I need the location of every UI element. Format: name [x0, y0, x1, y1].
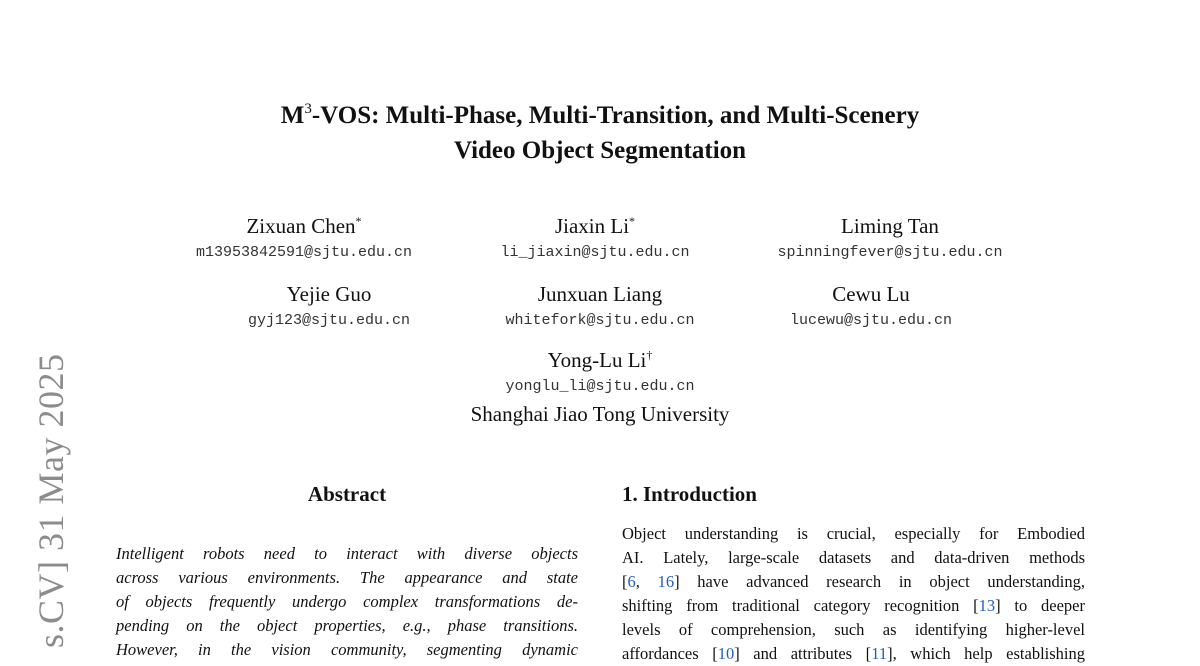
author-email: yonglu_li@sjtu.edu.cn	[505, 378, 695, 395]
author-block	[440, 347, 760, 397]
abstract-line: across various environments. The appearance and state	[116, 568, 578, 587]
abstract-body	[116, 542, 578, 662]
author-email: m13953842591@sjtu.edu.cn	[195, 244, 413, 261]
citation-link[interactable]: 13	[978, 596, 996, 615]
arxiv-identifier-stamp: s.CV] 31 May 2025	[31, 353, 71, 648]
author-name: Cewu Lu	[832, 282, 910, 306]
author-email: spinningfever@sjtu.edu.cn	[777, 244, 1003, 261]
title-rest: -VOS: Multi-Phase, Multi-Transition, and Multi-Scenery	[311, 102, 920, 129]
author-email: whitefork@sjtu.edu.cn	[505, 312, 695, 329]
abstract-line: of objects frequently undergo complex transformations de-	[116, 592, 578, 611]
introduction-body	[622, 522, 1085, 666]
author-block	[730, 213, 1050, 263]
citation-link[interactable]: 6	[627, 572, 636, 591]
author-block	[435, 213, 755, 263]
author-name: Liming Tan	[841, 214, 939, 238]
author-email: lucewu@sjtu.edu.cn	[789, 312, 953, 329]
citation-link[interactable]: 11	[871, 644, 888, 663]
intro-line: levels of comprehension, such as identifying higher-level	[622, 620, 1085, 639]
title-superscript: 3	[304, 101, 312, 117]
title-line-1	[0, 98, 1200, 133]
abstract-heading: Abstract	[307, 482, 387, 506]
paper-title	[0, 98, 1200, 168]
author-name: Junxuan Liang	[537, 282, 663, 306]
title-prefix: M	[280, 102, 305, 129]
citation-link[interactable]: 16	[657, 572, 675, 591]
intro-line: AI. Lately, large-scale datasets and data-driven methods	[622, 548, 1085, 567]
author-block	[144, 213, 464, 263]
intro-line: affordances [10] and attributes [11], which help establishing	[622, 644, 1085, 663]
abstract-line: However, in the vision community, segmenting dynamic	[116, 640, 578, 659]
abstract-line: pending on the object properties, e.g., phase transitions.	[116, 616, 578, 635]
abstract-line: Intelligent robots need to interact with diverse objects	[116, 544, 578, 563]
affiliation: Shanghai Jiao Tong University	[470, 402, 730, 426]
author-name: Yejie Guo	[286, 282, 372, 306]
author-name: Jiaxin Li*	[554, 214, 636, 238]
author-email: li_jiaxin@sjtu.edu.cn	[500, 244, 690, 261]
intro-line: shifting from traditional category recognition [13] to deeper	[622, 596, 1085, 615]
intro-line: [6, 16] have advanced research in object understanding,	[622, 572, 1085, 591]
section-heading-introduction: 1. Introduction	[622, 482, 757, 506]
author-name: Zixuan Chen*	[246, 214, 362, 238]
title-line-2: Video Object Segmentation	[453, 137, 747, 164]
author-block	[711, 281, 1031, 331]
author-name: Yong-Lu Li†	[547, 348, 653, 372]
author-email: gyj123@sjtu.edu.cn	[247, 312, 411, 329]
intro-line: Object understanding is crucial, especially for Embodied	[622, 524, 1085, 543]
citation-link[interactable]: 10	[717, 644, 735, 663]
